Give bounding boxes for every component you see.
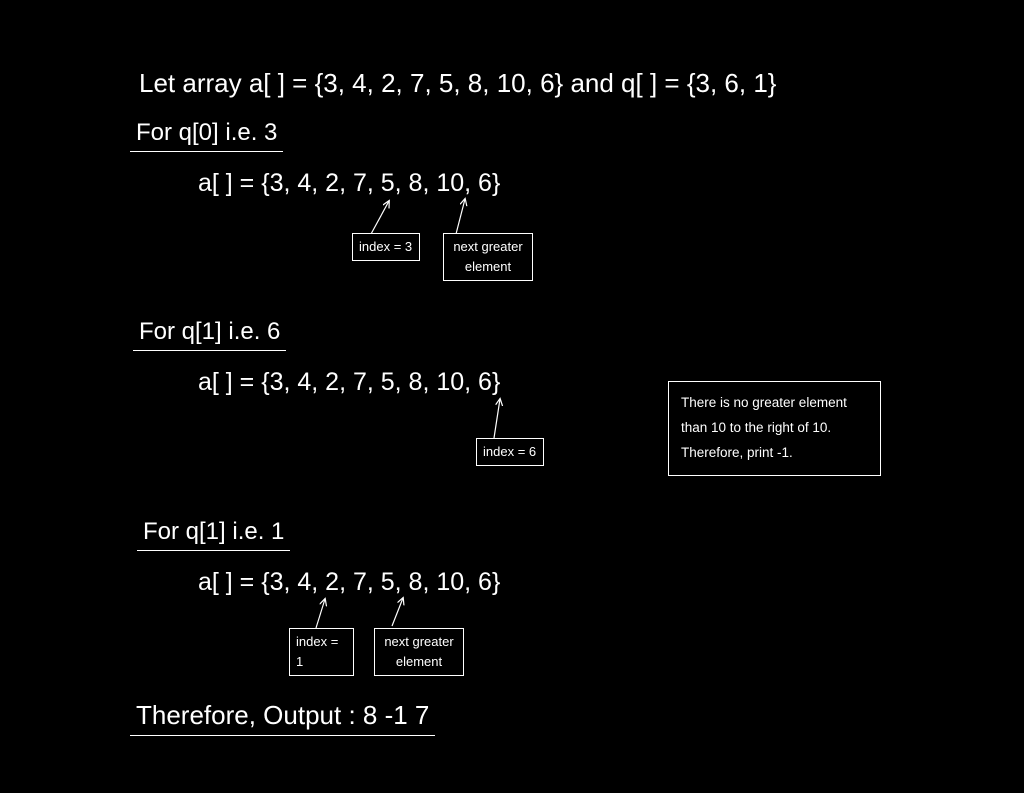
callout-next-greater-1 [443, 233, 533, 281]
note-box-no-greater-element [668, 381, 881, 476]
array-line-q1-1: a[ ] = {3, 4, 2, 7, 5, 8, 10, 6} [198, 568, 501, 596]
conclusion-output: Therefore, Output : 8 -1 7 [130, 700, 435, 736]
arrow-index-3 [371, 201, 389, 234]
page-title: Let array a[ ] = {3, 4, 2, 7, 5, 8, 10, 6} and q[ ] = {3, 6, 1} [139, 68, 777, 98]
callout-next-greater-1-line2: element [464, 259, 512, 275]
section-title-q1-1: For q[1] i.e. 1 [137, 518, 290, 551]
callout-index-1: index = 1 [289, 628, 354, 676]
arrow-next-greater-2 [392, 598, 403, 626]
array-line-q1-6: a[ ] = {3, 4, 2, 7, 5, 8, 10, 6} [198, 368, 501, 396]
arrow-index-1 [316, 599, 325, 628]
arrow-index-6 [494, 399, 500, 438]
array-line-q0: a[ ] = {3, 4, 2, 7, 5, 8, 10, 6} [198, 169, 501, 197]
note-line-3: Therefore, print -1. [681, 444, 793, 460]
note-line-2: than 10 to the right of 10. [681, 419, 832, 435]
callout-index-6: index = 6 [476, 438, 544, 466]
note-line-1: There is no greater element [681, 395, 847, 410]
callout-index-3: index = 3 [352, 233, 420, 261]
callout-next-greater-2-line1: next greater [384, 634, 454, 649]
callout-next-greater-2-line2: element [395, 654, 443, 670]
section-title-q0: For q[0] i.e. 3 [130, 119, 283, 152]
section-title-q1-6: For q[1] i.e. 6 [133, 318, 286, 351]
arrow-next-greater-1 [456, 199, 465, 234]
callout-next-greater-1-line1: next greater [453, 239, 523, 254]
callout-next-greater-2 [374, 628, 464, 676]
